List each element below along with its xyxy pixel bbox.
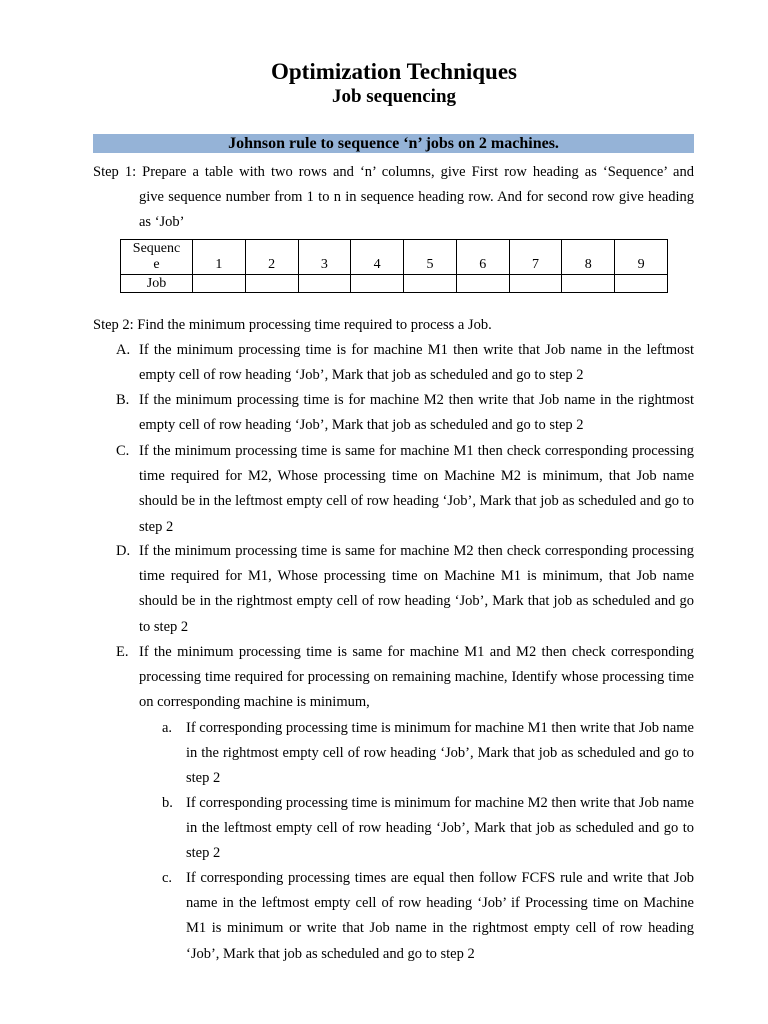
- job-cell: [615, 275, 668, 293]
- document-subtitle: Job sequencing: [331, 86, 457, 107]
- sub-list-item-text: If corresponding processing times are equal then follow FCFS rule and write that Job name in the leftmost empty cell of row heading ‘Job’ if Processing time on Machine M1 is minimum or write that Job name in the rightmost empty cell of row heading ‘Job’, Mark that job as scheduled and go to step 2: [186, 870, 694, 962]
- list-item-text: If the minimum processing time is same for machine M2 then check corresponding processing time required for M1, Whose processing time on Machine M1 is minimum, that Job name should be in the rightmost empty cell of row heading ‘Job’, Mark that job as scheduled and go to step 2: [139, 543, 694, 635]
- sequence-table: [120, 239, 668, 293]
- step2-heading: Step 2: Find the minimum processing time required to process a Job.: [93, 317, 492, 333]
- step1-first-line: Step 1: Prepare a table with two rows and ‘n’ columns, give First row heading as ‘Sequence’ and: [93, 164, 694, 180]
- sequence-cell: 8: [562, 240, 615, 275]
- list-marker: E.: [116, 644, 129, 660]
- job-cell: [245, 275, 298, 293]
- sequence-cell: 2: [245, 240, 298, 275]
- list-marker: B.: [116, 392, 130, 408]
- sub-list-marker: b.: [162, 795, 173, 811]
- job-cell: [351, 275, 404, 293]
- sequence-row: [121, 240, 668, 275]
- list-marker: A.: [116, 342, 131, 358]
- list-marker: C.: [116, 443, 130, 459]
- sequence-cell: 9: [615, 240, 668, 275]
- job-cell: [193, 275, 246, 293]
- section-heading: Johnson rule to sequence ‘n’ jobs on 2 machines.: [93, 134, 694, 153]
- document-title: Optimization Techniques: [270, 59, 518, 84]
- sequence-cell: 3: [298, 240, 351, 275]
- list-item-text: If the minimum processing time is for machine M2 then write that Job name in the rightmost empty cell of row heading ‘Job’, Mark that job as scheduled and go to step 2: [139, 392, 694, 434]
- sub-list-marker: a.: [162, 720, 173, 736]
- job-row: [121, 275, 668, 293]
- job-row-heading: Job: [121, 275, 193, 293]
- sub-list-item-text: If corresponding processing time is minimum for machine M1 then write that Job name in the rightmost empty cell of row heading ‘Job’, Mark that job as scheduled and go to step 2: [186, 720, 694, 787]
- list-item-text: If the minimum processing time is same for machine M1 then check corresponding processing time required for M2, Whose processing time on Machine M2 is minimum, that Job name should be in the leftmost empty cell of row heading ‘Job’, Mark that job as scheduled and go to step 2: [139, 443, 694, 535]
- list-marker: D.: [116, 543, 131, 559]
- sequence-cell: 6: [456, 240, 509, 275]
- list-item-text: If the minimum processing time is same for machine M1 and M2 then check corresponding processing time required for processing on remaining machine, Identify whose processing time on corresponding machine is minimum,: [139, 644, 694, 711]
- sub-list-item-text: If corresponding processing time is minimum for machine M2 then write that Job name in the leftmost empty cell of row heading ‘Job’, Mark that job as scheduled and go to step 2: [186, 795, 694, 862]
- job-cell: [404, 275, 457, 293]
- job-cell: [509, 275, 562, 293]
- sequence-cell: 7: [509, 240, 562, 275]
- sequence-row-heading: Sequenc e: [121, 240, 193, 275]
- sequence-cell: 1: [193, 240, 246, 275]
- job-cell: [298, 275, 351, 293]
- list-item-text: If the minimum processing time is for machine M1 then write that Job name in the leftmost empty cell of row heading ‘Job’, Mark that job as scheduled and go to step 2: [139, 342, 694, 384]
- job-cell: [456, 275, 509, 293]
- sequence-cell: 4: [351, 240, 404, 275]
- sub-list-marker: c.: [162, 870, 173, 886]
- step1-text: give sequence number from 1 to n in sequence heading row. And for second row give heading as ‘Job’: [139, 189, 694, 231]
- sequence-cell: 5: [404, 240, 457, 275]
- job-cell: [562, 275, 615, 293]
